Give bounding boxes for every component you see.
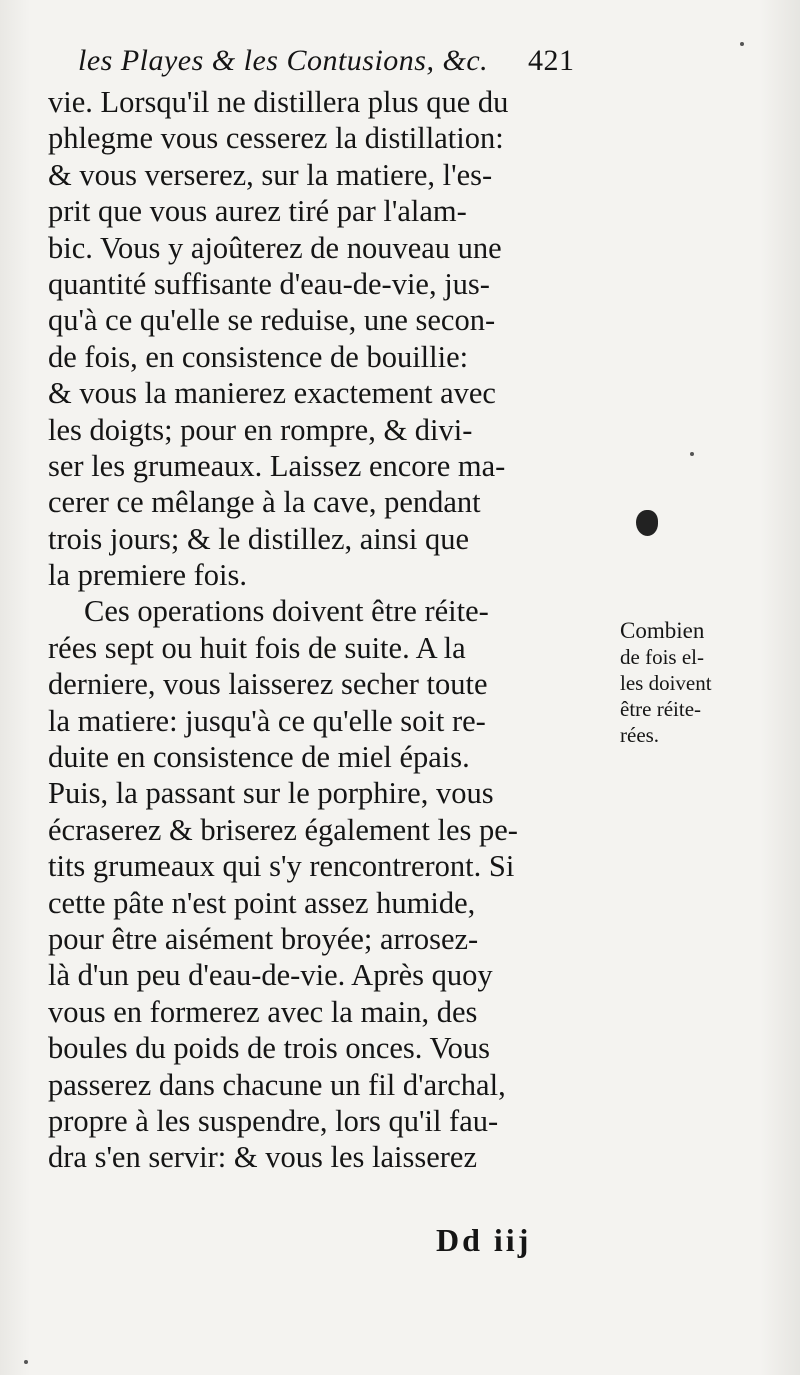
running-head-title: les Playes & les Contusions, &c. — [78, 44, 489, 77]
body-line: tits grumeaux qui s'y rencontreront. Si — [48, 849, 515, 884]
body-line: qu'à ce qu'elle se reduise, une secon- — [48, 303, 496, 338]
marginal-note-line: être réite- — [620, 697, 702, 721]
body-line: duite en consistence de miel épais. — [48, 740, 470, 775]
marginal-note-line: rées. — [620, 723, 660, 747]
body-line: écraserez & briserez également les pe- — [48, 812, 518, 847]
marginal-note-line: les doivent — [620, 671, 712, 695]
body-line: pour être aisément broyée; arrosez- — [48, 921, 479, 956]
body-line: phlegme vous cesserez la distillation: — [48, 121, 504, 156]
body-line: Puis, la passant sur le porphire, vous — [48, 776, 494, 811]
body-line: ser les grumeaux. Laissez encore ma- — [48, 448, 506, 483]
body-line: passerez dans chacune un fil d'archal, — [48, 1067, 506, 1102]
body-line: quantité suffisante d'eau-de-vie, jus- — [48, 266, 490, 301]
body-line: cerer ce mêlange à la cave, pendant — [48, 485, 481, 520]
page-number: 421 — [528, 44, 575, 77]
body-line: bic. Vous y ajoûterez de nouveau une — [48, 230, 502, 265]
running-head — [78, 44, 598, 78]
body-text — [48, 84, 608, 1176]
body-line: vie. Lorsqu'il ne distillera plus que du — [48, 85, 509, 119]
body-line: prit que vous aurez tiré par l'alam- — [48, 194, 467, 229]
body-line: & vous verserez, sur la matiere, l'es- — [48, 157, 493, 192]
body-line: & vous la manierez exactement avec — [48, 376, 496, 411]
body-line: dra s'en servir: & vous les laisserez — [48, 1140, 477, 1175]
body-line: cette pâte n'est point assez humide, — [48, 885, 476, 920]
marginal-note — [620, 618, 770, 748]
signature-mark: Dd iij — [436, 1222, 532, 1258]
body-line: la premiere fois. — [48, 558, 248, 593]
ink-blot — [636, 510, 658, 536]
paragraph-start-line: Ces operations doivent être réite- — [84, 594, 489, 629]
body-line: trois jours; & le distillez, ainsi que — [48, 521, 470, 556]
body-line: là d'un peu d'eau-de-vie. Après quoy — [48, 958, 493, 993]
body-line: derniere, vous laisserez secher toute — [48, 667, 488, 702]
body-line: boules du poids de trois onces. Vous — [48, 1031, 490, 1066]
body-line: vous en formerez avec la main, des — [48, 994, 478, 1029]
ink-speck — [24, 1360, 28, 1364]
marginal-note-line: Combien — [620, 618, 705, 643]
marginal-note-line: de fois el- — [620, 645, 704, 669]
body-line: rées sept ou huit fois de suite. A la — [48, 630, 466, 665]
body-line: la matiere: jusqu'à ce qu'elle soit re- — [48, 703, 486, 738]
body-line: propre à les suspendre, lors qu'il fau- — [48, 1103, 499, 1138]
body-line: de fois, en consistence de bouillie: — [48, 339, 469, 374]
ink-speck — [740, 42, 744, 46]
ink-speck — [690, 452, 694, 456]
body-line: les doigts; pour en rompre, & divi- — [48, 412, 473, 447]
